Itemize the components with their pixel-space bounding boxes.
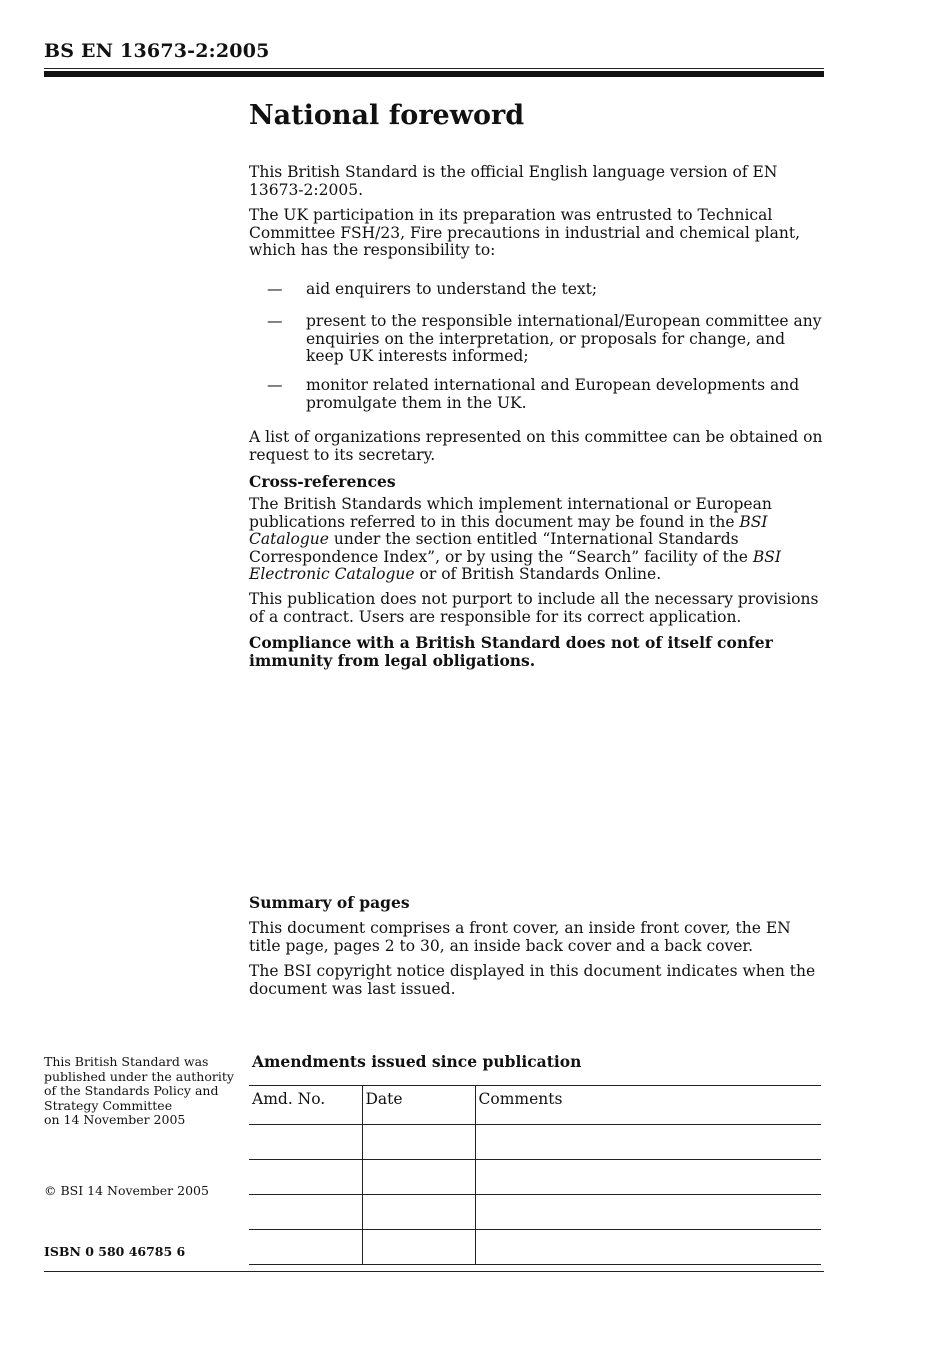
table-cell	[475, 1125, 821, 1160]
authority-line: This British Standard was	[44, 1054, 209, 1069]
table-row	[249, 1125, 821, 1160]
authority-line: published under the authority	[44, 1068, 234, 1084]
committee-paragraph	[249, 429, 824, 464]
table-cell	[249, 1125, 362, 1160]
list-dash: —	[267, 280, 283, 298]
authority-line: Strategy Committee	[44, 1097, 173, 1113]
crossref-heading: Cross-references	[249, 472, 396, 491]
responsibility-item-3	[249, 377, 824, 412]
provisions-text: This publication does not purport to include all the necessary provisions of a contract. Users are responsible for its correct application.	[249, 590, 819, 626]
list-item	[249, 281, 824, 299]
authority-line: of the Standards Policy and	[44, 1083, 219, 1098]
intro-paragraph-2	[249, 207, 824, 260]
header-rule-thin	[44, 68, 824, 69]
committee-text: A list of organizations represented on this committee can be obtained on request to its secretary.	[249, 428, 823, 464]
list-item-text: monitor related international and European developments and promulgate them in the UK.	[306, 376, 800, 412]
table-cell	[249, 1160, 362, 1195]
list-item-text: aid enquirers to understand the text;	[306, 280, 598, 298]
crossref-paragraph	[249, 496, 824, 584]
crossref-text: or of British Standards Online.	[414, 565, 662, 583]
table-header-row	[249, 1086, 821, 1125]
intro-text-1: This British Standard is the official English language version of EN 13673-2:2005.	[249, 163, 778, 199]
table-cell	[362, 1160, 475, 1195]
summary-paragraph-2	[249, 963, 824, 998]
intro-paragraph-1	[249, 164, 824, 199]
bsi-electronic-catalogue-title: BSI Electronic Catalogue	[249, 547, 782, 583]
isbn: ISBN 0 580 46785 6	[44, 1244, 186, 1259]
table-cell	[362, 1195, 475, 1230]
authority-note	[44, 1055, 234, 1128]
amendments-table	[249, 1085, 821, 1265]
amendments-title: Amendments issued since publication	[252, 1052, 582, 1071]
column-header-date: Date	[362, 1086, 475, 1125]
provisions-paragraph	[249, 591, 824, 626]
bsi-catalogue-title: BSI Catalogue	[249, 512, 768, 548]
list-dash: —	[267, 376, 283, 394]
list-dash: —	[267, 312, 283, 330]
document-id: BS EN 13673-2:2005	[44, 40, 270, 62]
responsibility-item-1	[249, 281, 824, 299]
footer-rule	[44, 1271, 824, 1272]
header-rule-thick	[44, 71, 824, 77]
list-item-text: present to the responsible international/European committee any enquiries on the interpretation, or proposals for change, and keep UK interests informed;	[306, 312, 822, 365]
table-cell	[249, 1195, 362, 1230]
compliance-text: Compliance with a British Standard does not of itself confer immunity from legal obligations.	[249, 633, 773, 670]
column-header-amd-no: Amd. No.	[249, 1086, 362, 1125]
compliance-paragraph	[249, 634, 824, 669]
crossref-text: The British Standards which implement international or European publications referred to in this document may be found in the	[249, 495, 772, 531]
table-cell	[475, 1195, 821, 1230]
intro-text-2: The UK participation in its preparation was entrusted to Technical Committee FSH/23, Fire precautions in industrial and chemical plant, which has the responsibility to:	[249, 206, 800, 259]
table-cell	[475, 1230, 821, 1265]
copyright-notice: © BSI 14 November 2005	[44, 1183, 209, 1198]
table-row	[249, 1230, 821, 1265]
summary-text-2: The BSI copyright notice displayed in this document indicates when the document was last issued.	[249, 962, 816, 998]
list-item	[249, 313, 824, 366]
responsibility-item-2	[249, 313, 824, 366]
list-item	[249, 377, 824, 412]
summary-paragraph-1	[249, 920, 824, 955]
crossref-text: under the section entitled “International Standards Correspondence Index”, or by using the “Search” facility of the	[249, 530, 753, 566]
table-row	[249, 1195, 821, 1230]
table-cell	[362, 1230, 475, 1265]
authority-line: on 14 November 2005	[44, 1112, 186, 1127]
table-row	[249, 1160, 821, 1195]
table-cell	[249, 1230, 362, 1265]
summary-heading: Summary of pages	[249, 893, 410, 912]
column-header-comments: Comments	[475, 1086, 821, 1125]
table-cell	[475, 1160, 821, 1195]
table-cell	[362, 1125, 475, 1160]
page-title: National foreword	[249, 100, 525, 131]
summary-text-1: This document comprises a front cover, an inside front cover, the EN title page, pages 2 to 30, an inside back cover and a back cover.	[249, 919, 791, 955]
